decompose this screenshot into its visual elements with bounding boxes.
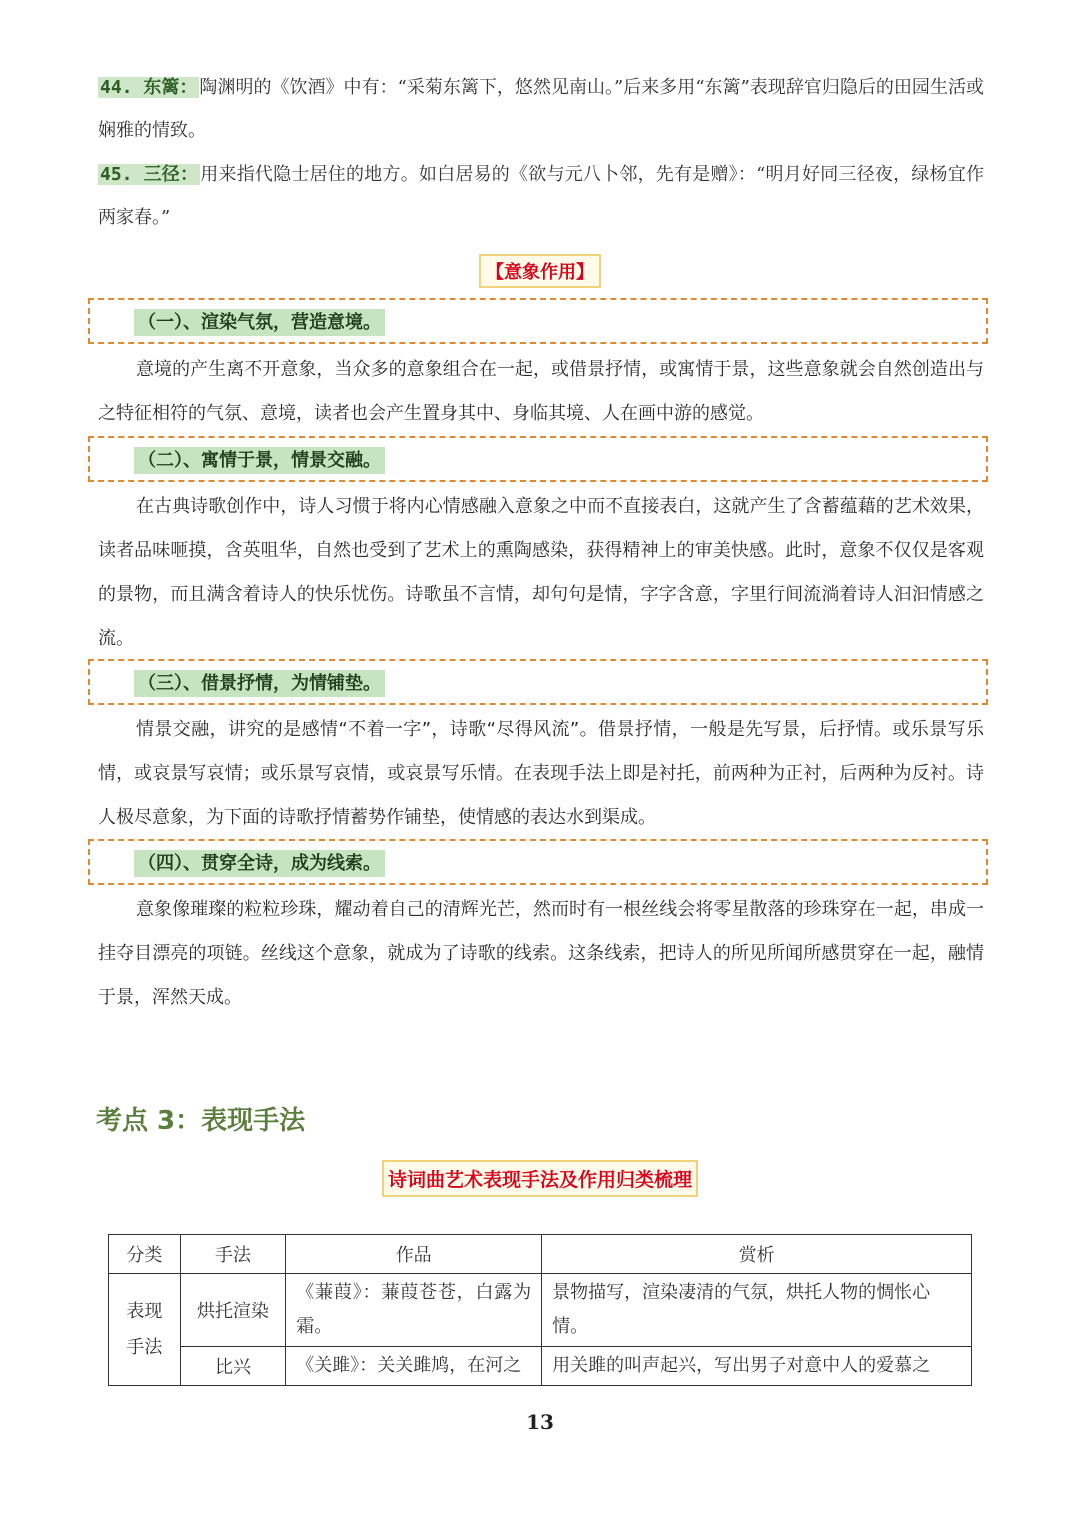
- entry-text: 用来指代隐士居住的地方。如白居易的《欲与元八卜邻，先有是赠》：“明月好同三径夜，绿杨宜作两家春。”: [98, 164, 984, 228]
- entry-term: 45. 三径：: [100, 164, 199, 185]
- yixiang-title-wrap: [0, 254, 1080, 288]
- section-heading-box: [88, 436, 988, 482]
- page-number: 13: [526, 1410, 554, 1434]
- yixiang-title: 【意象作用】: [479, 254, 601, 288]
- section-body: 意境的产生离不开意象，当众多的意象组合在一起，或借景抒情，或寓情于景，这些意象就会自然创造出与之特征相符的气氛、意境，读者也会产生置身其中、身临其境、人在画中游的感觉。: [98, 359, 984, 424]
- section-heading: （二）、寓情于景，情景交融。: [134, 447, 385, 474]
- category-cell: 表现手法: [109, 1274, 181, 1386]
- section-heading: （一）、渲染气氛，营造意境。: [134, 309, 385, 336]
- work-cell: 《关雎》：关关雎鸠，在河之: [286, 1347, 542, 1386]
- entry-45: [98, 153, 984, 239]
- method-cell: 烘托渲染: [180, 1274, 285, 1347]
- entry-term: 44. 东篱：: [100, 77, 198, 98]
- table-header-cell: 作品: [286, 1235, 542, 1274]
- kaodian-heading: 考点 3：表现手法: [96, 1106, 306, 1136]
- section-heading: （三）、借景抒情，为情铺垫。: [134, 670, 385, 697]
- table-row: [109, 1347, 972, 1386]
- table-header-cell: 手法: [180, 1235, 285, 1274]
- table-row: [109, 1274, 972, 1347]
- table-header-cell: 赏析: [542, 1235, 972, 1274]
- appreciation-cell: 景物描写，渲染凄清的气氛，烘托人物的惆怅心情。: [542, 1274, 972, 1347]
- section-heading-box: [88, 659, 988, 705]
- section-body: 在古典诗歌创作中，诗人习惯于将内心情感融入意象之中而不直接表白，这就产生了含蓄蕴藉的艺术效果，读者品味咂摸，含英咀华，自然也受到了艺术上的熏陶感染，获得精神上的审美快感。此时，意象不仅仅是客观的景物，而且满含着诗人的快乐忧伤。诗歌虽不言情，却句句是情，字字含意，字里行间流淌着诗人汩汩情感之流。: [98, 496, 984, 649]
- entry-44: [98, 66, 984, 152]
- entry-text: 陶渊明的《饮酒》中有：“采菊东篱下，悠然见南山。”后来多用“东篱”表现辞官归隐后的田园生活或娴雅的情致。: [98, 77, 984, 141]
- section-body: 情景交融，讲究的是感情“不着一字”，诗歌“尽得风流”。借景抒情，一般是先写景，后抒情。或乐景写乐情，或哀景写哀情；或乐景写哀情，或哀景写乐情。在表现手法上即是衬托，前两种为正衬，后两种为反衬。诗人极尽意象，为下面的诗歌抒情蓄势作铺垫，使情感的表达水到渠成。: [98, 719, 984, 828]
- section-heading-box: [88, 839, 988, 885]
- method-cell: 比兴: [180, 1347, 285, 1386]
- technique-table: [108, 1234, 972, 1386]
- table-header-cell: 分类: [109, 1235, 181, 1274]
- section-body: 意象像璀璨的粒粒珍珠，耀动着自己的清辉光芒，然而时有一根丝线会将零星散落的珍珠穿在一起，串成一挂夺目漂亮的项链。丝线这个意象，就成为了诗歌的线索。这条线索，把诗人的所见所闻所感贯穿在一起，融情于景，浑然天成。: [98, 899, 984, 1008]
- work-cell: 《蒹葭》：蒹葭苍苍，白露为霜。: [286, 1274, 542, 1347]
- appreciation-cell: 用关雎的叫声起兴，写出男子对意中人的爱慕之: [542, 1347, 972, 1386]
- section-heading-box: [88, 298, 988, 344]
- table-header-row: [109, 1235, 972, 1274]
- table-title: 诗词曲艺术表现手法及作用归类梳理: [382, 1160, 698, 1197]
- table-title-wrap: [0, 1160, 1080, 1197]
- section-heading: （四）、贯穿全诗，成为线索。: [134, 850, 385, 877]
